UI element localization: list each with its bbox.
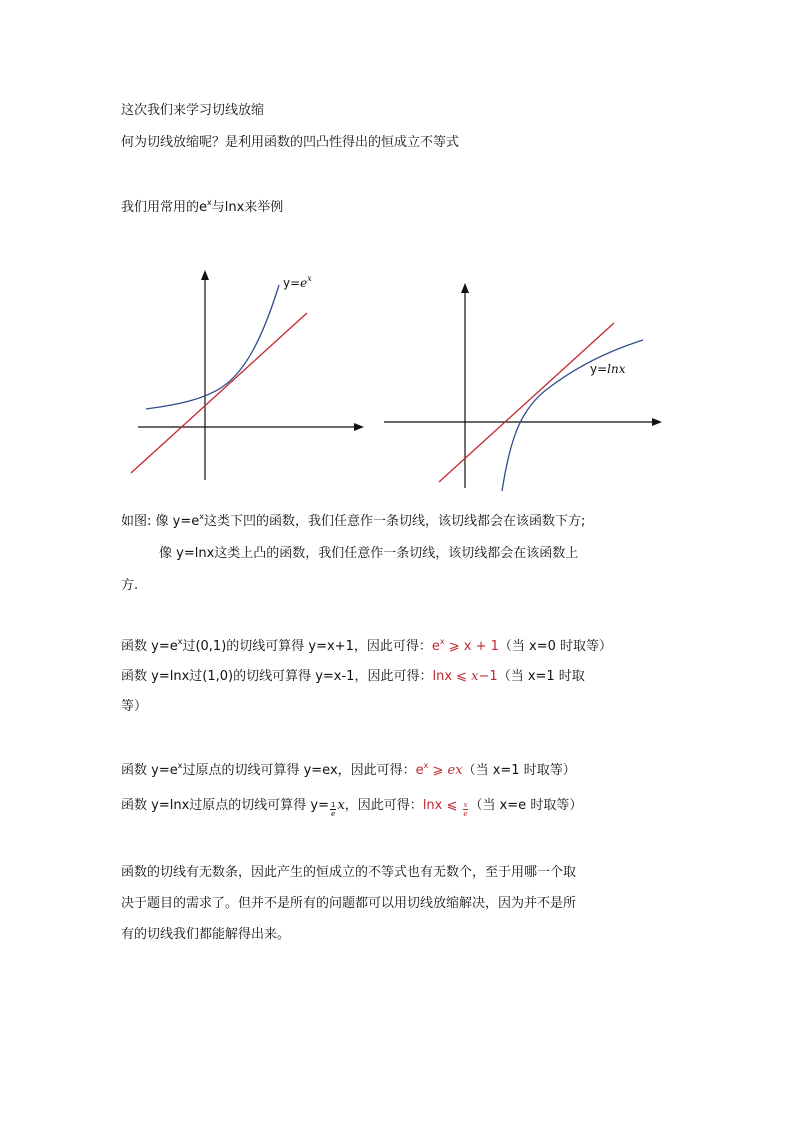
description-line-1: 如图: 像 $y=e^x$这类下凹的函数，我们任意作一条切线，该切线都会在该函数下方;	[121, 512, 586, 529]
exp-curve-label: $y=e^x$	[283, 274, 312, 290]
tangent-exp-origin: 函数 $y=e^x$过原点的切线可算得 y=ex，因此可得：$e^x$ ⩾ ex（当 x=1 时取等）	[121, 761, 576, 778]
inequality-ln-2: lnx ⩽ $\frac{x}{e}$	[422, 798, 468, 818]
graph-exp	[131, 270, 364, 480]
conclusion-line-3: 有的切线我们都能解得出来。	[121, 927, 291, 942]
intro-line-2: 何为切线放缩呢？是利用函数的凹凸性得出的恒成立不等式	[121, 135, 460, 150]
exp-curve	[146, 285, 279, 409]
conclusion-line-1: 函数的切线有无数条，因此产生的恒成立的不等式也有无数个，至于用哪一个取	[121, 865, 577, 880]
graph-ln	[384, 283, 662, 491]
tangent-line-left	[131, 313, 307, 473]
inequality-exp-2: $e^x$ ⩾ ex	[415, 761, 463, 778]
conclusion-line-2: 决于题目的需求了。但并不是所有的问题都可以用切线放缩解决，因为并不是所	[121, 896, 577, 911]
y-axis-arrow-left	[201, 270, 209, 280]
tangent-ln-origin: 函数 y=lnx过原点的切线可算得 y= $\frac{1}{e}$ x，因此可得：lnx ⩽ $\frac{x}{e}$ （当 x=e 时取等）	[121, 798, 583, 818]
y-axis-arrow-right	[461, 283, 469, 293]
tangent-exp-01: 函数 $y=e^x$过(0,1)的切线可算得 y=x+1，因此可得：$e^x$ ⩾ x + 1（当 x=0 时取等）	[121, 637, 612, 654]
description-line-3: 方.	[121, 578, 139, 593]
inequality-exp-1: $e^x$ ⩾ x + 1	[431, 637, 499, 654]
x-axis-arrow-left	[354, 423, 364, 431]
inequality-ln-1: lnx ⩽ x−1	[432, 669, 498, 684]
description-line-2: 像 y=lnx这类上凸的函数，我们任意作一条切线，该切线都会在该函数上	[159, 546, 579, 561]
intro-line-3: 我们用常用的$e^x$与lnx来举例	[121, 198, 284, 215]
intro-line-1: 这次我们来学习切线放缩	[121, 103, 265, 118]
graphs-figure	[0, 0, 794, 520]
x-axis-arrow-right	[652, 418, 662, 426]
ln-curve-label: y=lnx	[590, 362, 626, 376]
tangent-ln-10-cont: 等）	[121, 699, 148, 714]
tangent-ln-10: 函数 y=lnx过(1,0)的切线可算得 y=x-1，因此可得：lnx ⩽ x−1（当 x=1 时取	[121, 669, 585, 684]
